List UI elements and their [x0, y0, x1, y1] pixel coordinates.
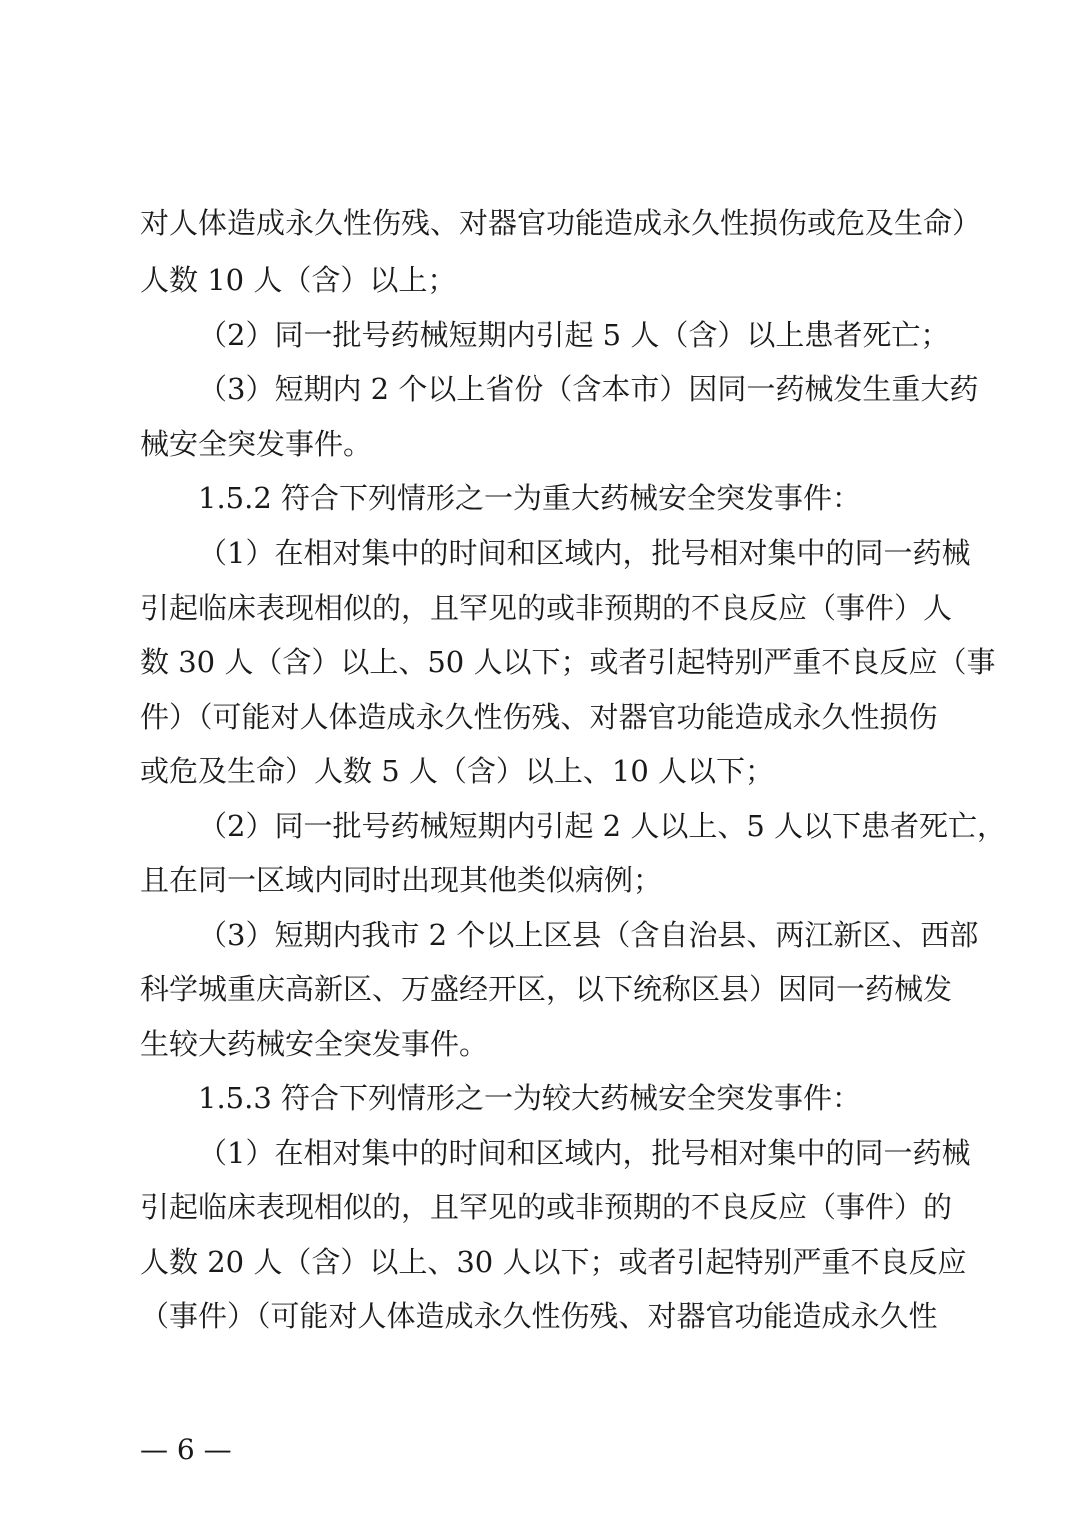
text-line-18: （1）在相对集中的时间和区域内，批号相对集中的同一药械	[198, 1136, 971, 1170]
text-line-19: 引起临床表现相似的，且罕见的或非预期的不良反应（事件）的	[140, 1190, 953, 1224]
text-line-11: 或危及生命）人数 5 人（含）以上、10 人以下；	[140, 754, 775, 788]
section-heading-1-5-3: 1.5.3 符合下列情形之一为较大药械安全突发事件：	[198, 1081, 862, 1115]
text-line-9: 数 30 人（含）以上、50 人以下；或者引起特别严重不良反应（事	[140, 645, 996, 679]
text-line-10: 件）（可能对人体造成永久性伤残、对器官功能造成永久性损伤	[140, 700, 938, 734]
text-line-12: （2）同一批号药械短期内引起 2 人以上、5 人以下患者死亡，	[198, 809, 1007, 843]
text-line-14: （3）短期内我市 2 个以上区县（含自治县、两江新区、西部	[198, 918, 979, 952]
text-line-16: 生较大药械安全突发事件。	[140, 1027, 489, 1061]
text-line-8: 引起临床表现相似的，且罕见的或非预期的不良反应（事件）人	[140, 591, 953, 625]
section-heading-1-5-2: 1.5.2 符合下列情形之一为重大药械安全突发事件：	[198, 481, 862, 515]
text-line-2: 人数 10 人（含）以上；	[140, 263, 457, 297]
text-line-1: 对人体造成永久性伤残、对器官功能造成永久性损伤或危及生命）	[140, 206, 982, 240]
text-line-15: 科学城重庆高新区、万盛经开区，以下统称区县）因同一药械发	[140, 972, 953, 1006]
text-line-20: 人数 20 人（含）以上、30 人以下；或者引起特别严重不良反应	[140, 1245, 967, 1279]
page-number: — 6 —	[140, 1433, 232, 1466]
text-line-4: （3）短期内 2 个以上省份（含本市）因同一药械发生重大药	[198, 372, 979, 406]
text-line-5: 械安全突发事件。	[140, 427, 373, 461]
text-line-13: 且在同一区域内同时出现其他类似病例；	[140, 863, 663, 897]
text-line-21: （事件）（可能对人体造成永久性伤残、对器官功能造成永久性	[140, 1299, 938, 1333]
text-line-3: （2）同一批号药械短期内引起 5 人（含）以上患者死亡；	[198, 318, 950, 352]
text-line-7: （1）在相对集中的时间和区域内，批号相对集中的同一药械	[198, 536, 971, 570]
